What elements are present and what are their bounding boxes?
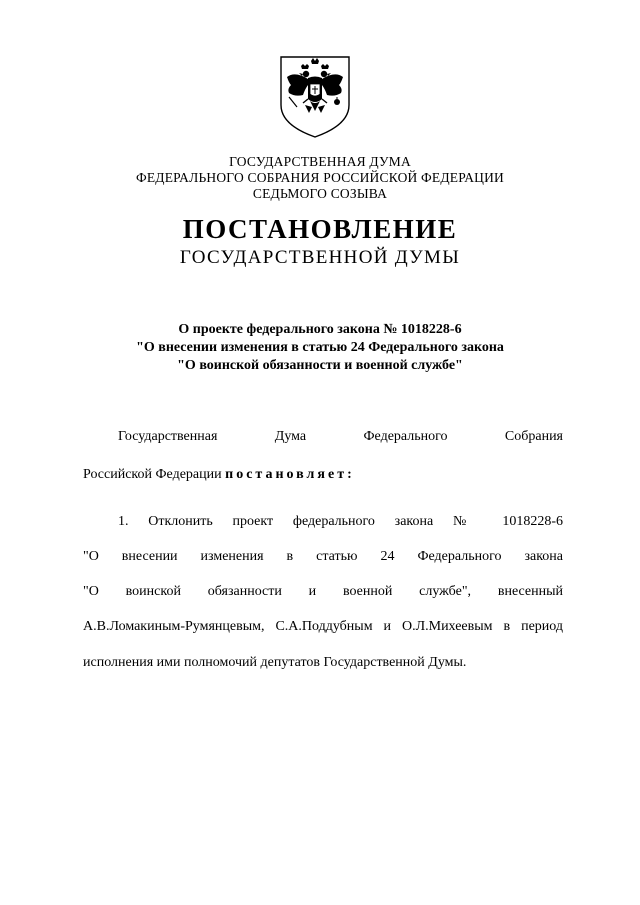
subject-line-2: "О внесении изменения в статью 24 Федерального закона	[136, 340, 504, 355]
subject-line-1: О проекте федерального закона № 1018228-6	[178, 322, 462, 337]
subject-line-3: "О воинской обязанности и военной службе"	[177, 358, 463, 373]
preamble-line-2-text: Российской Федерации	[83, 467, 222, 482]
item-1-line-1: 1. Отклонить проект федерального закона № 1018228-6	[118, 514, 563, 529]
org-name-line-3: СЕДЬМОГО СОЗЫВА	[252, 186, 388, 201]
item-1-line-3: "О воинской обязанности и военной службе", внесенный	[83, 584, 563, 599]
preamble-line-2	[83, 466, 563, 484]
org-name-line-2: ФЕДЕРАЛЬНОГО СОБРАНИЯ РОССИЙСКОЙ ФЕДЕРАЦИИ	[136, 170, 504, 185]
resolution-verb: постановляет:	[225, 467, 355, 482]
preamble-line-1: Государственная Дума Федерального Собрания	[118, 429, 563, 444]
item-1-line-2: "О внесении изменения в статью 24 Федерального закона	[83, 549, 563, 564]
item-1-line-5: исполнения ими полномочий депутатов Государственной Думы.	[83, 655, 467, 670]
document-type-title: ПОСТАНОВЛЕНИЕ	[182, 214, 458, 244]
document-subtitle: ГОСУДАРСТВЕННОЙ ДУМЫ	[179, 247, 461, 268]
coat-of-arms-icon	[275, 53, 355, 139]
item-1-line-4: А.В.Ломакиным-Румянцевым, С.А.Поддубным и О.Л.Михеевым в период	[83, 619, 563, 634]
org-name-line-1: ГОСУДАРСТВЕННАЯ ДУМА	[229, 154, 411, 169]
